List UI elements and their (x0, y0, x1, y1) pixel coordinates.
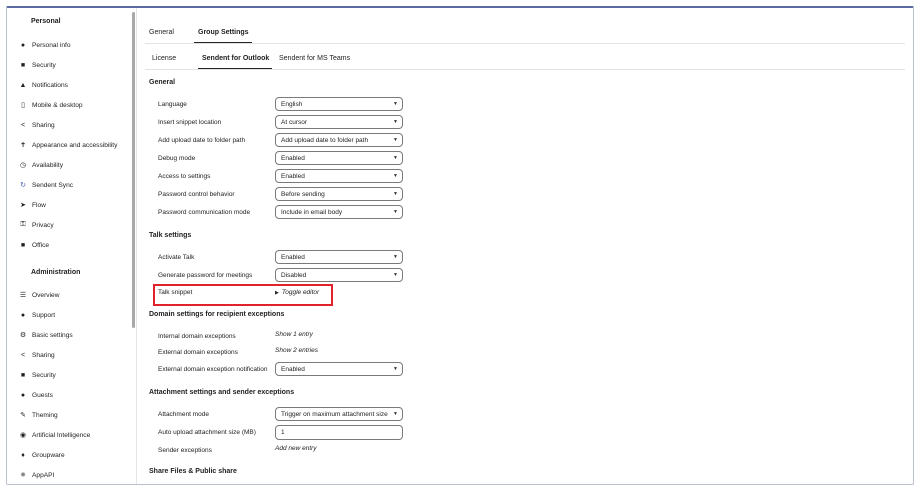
add-new-entry-link[interactable]: Add new entry (275, 445, 317, 452)
api-icon: ✹ (20, 472, 26, 479)
chevron-down-icon: ▼ (393, 137, 398, 143)
chevron-down-icon: ▼ (393, 119, 398, 125)
sidebar-item-appearance[interactable] (17, 138, 117, 152)
insert-snippet-select[interactable] (275, 115, 403, 129)
sidebar-item-label: Support (32, 311, 56, 319)
sidebar-item-admin-security[interactable] (17, 368, 56, 382)
sidebar-item-label: Sharing (32, 121, 55, 129)
sidebar-item-label: Overview (32, 291, 60, 299)
sidebar-item-artificial-intelligence[interactable] (17, 428, 90, 442)
tab-license[interactable]: License (152, 55, 177, 62)
sidebar-item-appapi[interactable] (17, 468, 54, 482)
sidebar-item-support[interactable] (17, 308, 55, 322)
label-external-notification: External domain exception notification (158, 366, 268, 373)
chevron-down-icon: ▼ (393, 209, 398, 215)
label-external-domain: External domain exceptions (158, 349, 238, 356)
toggle-editor-button[interactable] (275, 289, 319, 296)
subtabs-divider (145, 69, 905, 70)
sidebar-item-personal-info[interactable] (17, 38, 71, 52)
chevron-down-icon: ▼ (393, 173, 398, 179)
select-value: Enabled (281, 253, 305, 261)
main-content (137, 8, 913, 484)
activate-talk-select[interactable] (275, 250, 403, 264)
sidebar-item-availability[interactable] (17, 158, 63, 172)
sidebar-scrollbar[interactable] (132, 12, 135, 328)
sidebar-item-label: Security (32, 371, 56, 379)
bell-icon: ▲ (19, 81, 27, 89)
select-value: Enabled (281, 154, 305, 162)
sidebar-item-label: Privacy (32, 221, 54, 229)
tab-group-settings[interactable]: Group Settings (198, 29, 249, 36)
sidebar-item-label: Mobile & desktop (32, 101, 83, 109)
input-value: 1 (281, 429, 285, 436)
auto-upload-size-input[interactable] (275, 425, 403, 440)
sidebar-item-label: Security (32, 61, 56, 69)
sidebar (7, 8, 137, 484)
document-icon: ■ (20, 241, 26, 249)
debug-mode-select[interactable] (275, 151, 403, 165)
flow-icon: ➤ (20, 202, 26, 209)
robot-icon: ◉ (19, 432, 27, 439)
language-select[interactable] (275, 97, 403, 111)
lock-icon: ■ (20, 371, 26, 379)
sidebar-header-personal: Personal (31, 18, 61, 25)
upload-date-select[interactable] (275, 133, 403, 147)
select-value: At cursor (281, 118, 308, 126)
sidebar-item-guests[interactable] (17, 388, 53, 402)
attachment-mode-select[interactable] (275, 407, 403, 421)
sidebar-item-sharing[interactable] (17, 118, 55, 132)
section-title-share: Share Files & Public share (149, 468, 237, 475)
sidebar-item-office[interactable] (17, 238, 49, 252)
sidebar-item-notifications[interactable] (17, 78, 68, 92)
person-icon: ● (20, 391, 26, 399)
lock-icon: ■ (20, 61, 26, 69)
access-settings-select[interactable] (275, 169, 403, 183)
brush-icon: ✎ (20, 412, 26, 419)
chevron-down-icon: ▼ (393, 272, 398, 278)
sidebar-item-label: Guests (32, 391, 53, 399)
tab-sendent-teams[interactable]: Sendent for MS Teams (279, 55, 351, 62)
section-title-attachment: Attachment settings and sender exceptions (149, 389, 295, 396)
groupware-icon: ♦ (21, 451, 25, 459)
label-access-settings: Access to settings (158, 173, 211, 180)
accessibility-icon: ✝ (20, 142, 26, 149)
label-debug-mode: Debug mode (158, 155, 196, 162)
sidebar-header-administration: Administration (31, 269, 81, 276)
section-title-domain: Domain settings for recipient exceptions (149, 311, 285, 318)
sidebar-item-label: Appearance and accessibility (32, 141, 118, 149)
gear-icon: ⚙ (19, 332, 27, 339)
select-value: English (281, 100, 303, 108)
list-icon: ☰ (19, 292, 27, 299)
toggle-editor-label: Toggle editor (281, 289, 320, 296)
chevron-down-icon: ▼ (393, 101, 398, 107)
password-control-select[interactable] (275, 187, 403, 201)
sidebar-item-label: Availability (32, 161, 64, 169)
select-value: Add upload date to folder path (281, 136, 369, 144)
chevron-down-icon: ▼ (393, 155, 398, 161)
key-icon: ⚿ (20, 221, 26, 228)
sidebar-item-label: Basic settings (32, 331, 73, 339)
label-language: Language (158, 101, 187, 108)
internal-domain-link[interactable]: Show 1 entry (275, 331, 313, 338)
select-value: Disabled (281, 271, 307, 279)
password-communication-select[interactable] (275, 205, 403, 219)
generate-password-select[interactable] (275, 268, 403, 282)
app-window (6, 6, 914, 485)
share-icon: < (20, 121, 26, 129)
sidebar-item-label: Artificial Intelligence (32, 431, 91, 439)
sidebar-item-security[interactable] (17, 58, 56, 72)
sidebar-item-label: AppAPI (32, 471, 55, 479)
label-insert-snippet: Insert snippet location (158, 119, 222, 126)
chat-icon: ● (20, 311, 26, 319)
select-value: Enabled (281, 172, 305, 180)
chevron-down-icon: ▼ (393, 191, 398, 197)
sidebar-item-theming[interactable] (17, 408, 58, 422)
sidebar-item-flow[interactable] (17, 198, 46, 212)
select-value: Include in email body (281, 208, 343, 216)
external-notification-select[interactable] (275, 362, 403, 376)
section-title-talk: Talk settings (149, 232, 192, 239)
sidebar-item-label: Sendent Sync (32, 181, 74, 189)
external-domain-link[interactable]: Show 2 entries (275, 347, 318, 354)
label-activate-talk: Activate Talk (158, 254, 195, 261)
tab-sendent-outlook[interactable]: Sendent for Outlook (202, 55, 270, 62)
label-password-communication: Password communication mode (158, 209, 251, 216)
sidebar-item-privacy[interactable] (17, 218, 54, 232)
tab-general[interactable]: General (149, 29, 174, 36)
triangle-right-icon: ▶ (275, 289, 279, 296)
sidebar-item-label: Groupware (32, 451, 65, 459)
sidebar-item-mobile-desktop[interactable] (17, 98, 83, 112)
sidebar-item-sendent-sync[interactable] (17, 178, 73, 192)
sync-icon: ↻ (20, 182, 26, 189)
chevron-down-icon: ▼ (393, 254, 398, 260)
label-generate-password: Generate password for meetings (158, 272, 253, 279)
label-talk-snippet: Talk snippet (158, 289, 193, 296)
person-icon: ● (20, 41, 26, 49)
sidebar-item-admin-sharing[interactable] (17, 348, 55, 362)
sidebar-item-groupware[interactable] (17, 448, 65, 462)
label-internal-domain: Internal domain exceptions (158, 333, 236, 340)
sidebar-item-label: Office (32, 241, 50, 249)
share-icon: < (20, 351, 26, 359)
sidebar-item-basic-settings[interactable] (17, 328, 73, 342)
select-value: Enabled (281, 365, 305, 373)
phone-icon: ▯ (21, 102, 25, 109)
chevron-down-icon: ▼ (393, 411, 398, 417)
chevron-down-icon: ▼ (393, 366, 398, 372)
label-sender-exceptions: Sender exceptions (158, 447, 212, 454)
sidebar-item-label: Theming (32, 411, 58, 419)
sidebar-item-label: Flow (32, 201, 46, 209)
label-auto-upload-size: Auto upload attachment size (MB) (158, 429, 256, 436)
sidebar-item-label: Personal info (32, 41, 71, 49)
select-value: Before sending (281, 190, 325, 198)
label-password-control: Password control behavior (158, 191, 235, 198)
sidebar-item-overview[interactable] (17, 288, 59, 302)
clock-icon: ◷ (19, 162, 27, 169)
label-upload-date: Add upload date to folder path (158, 137, 246, 144)
select-value: Trigger on maximum attachment size (281, 410, 388, 418)
tabs-divider (145, 43, 905, 44)
section-title-general: General (149, 79, 176, 86)
sidebar-item-label: Notifications (32, 81, 68, 89)
sidebar-item-label: Sharing (32, 351, 55, 359)
label-attachment-mode: Attachment mode (158, 411, 209, 418)
